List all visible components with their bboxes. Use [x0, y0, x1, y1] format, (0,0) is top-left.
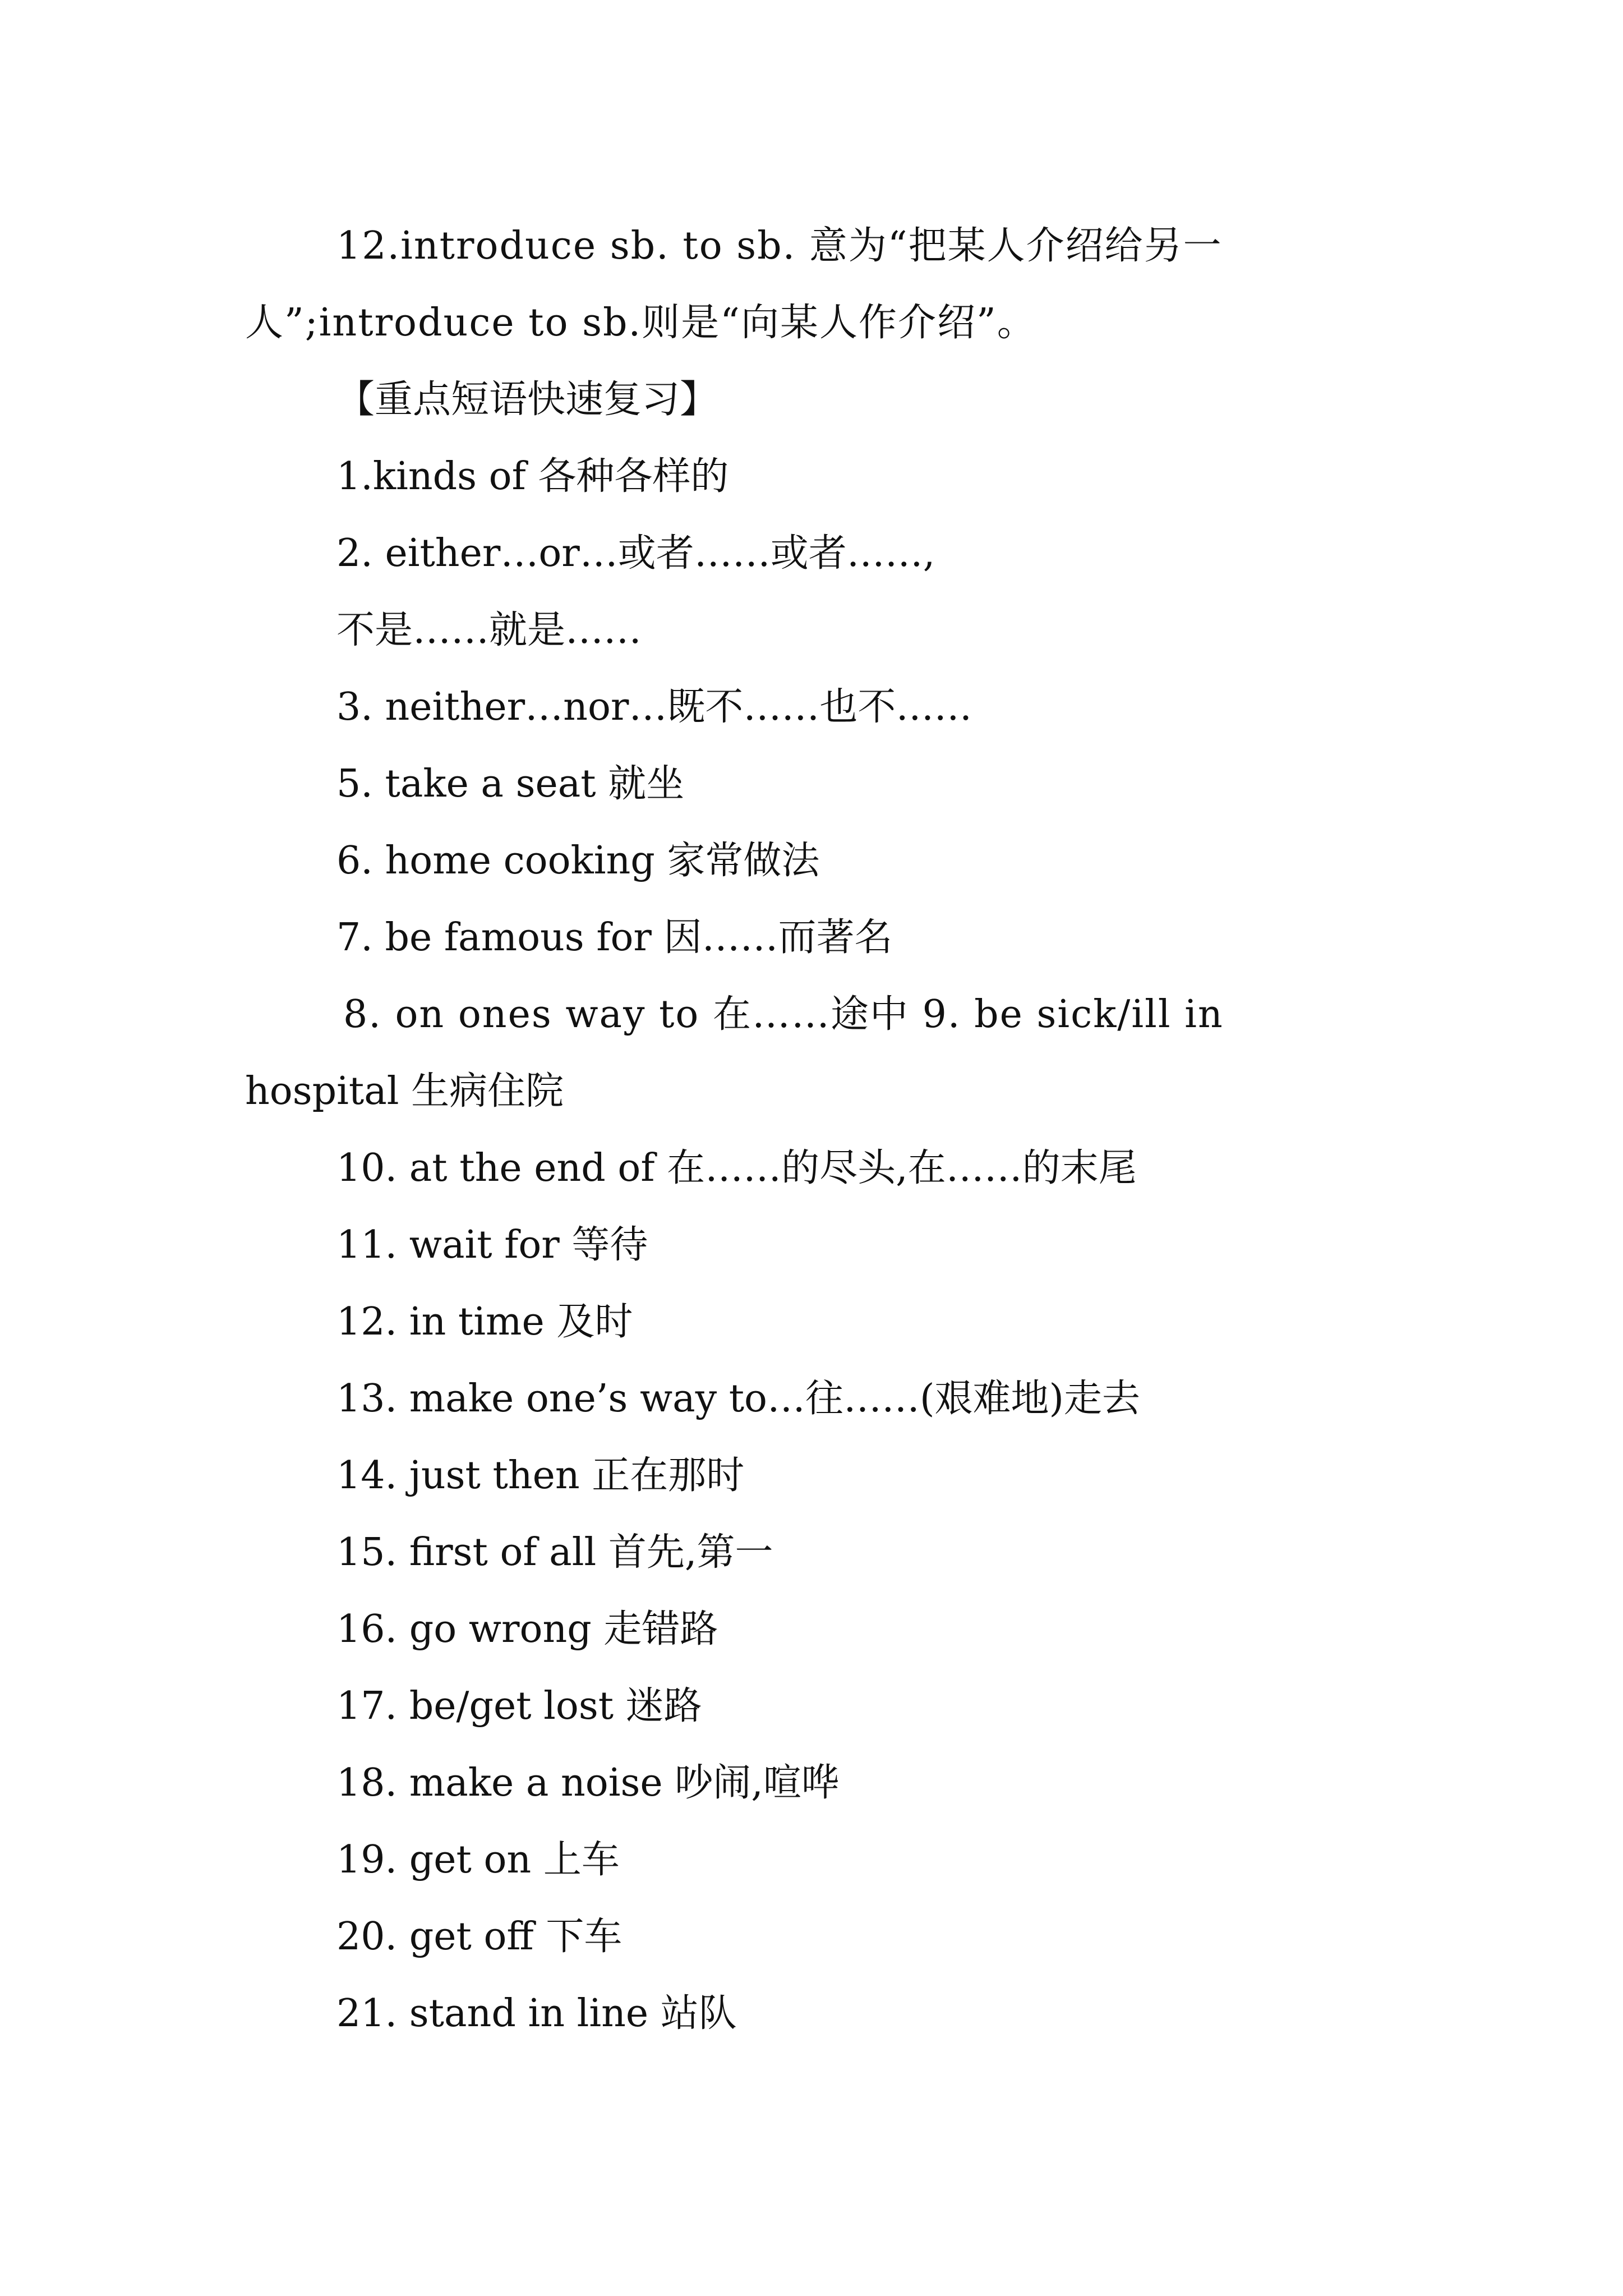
phrase-item: 5. take a seat 就坐 [336, 762, 685, 806]
document-body [245, 208, 1389, 2052]
phrase-item: 10. at the end of 在……的尽头,在……的末尾 [336, 1146, 1137, 1190]
phrase-item: 12. in time 及时 [336, 1300, 633, 1344]
intro-line-2: 人”;introduce to sb.则是“向某人作介绍”。 [245, 301, 1036, 345]
phrase-item: 11. wait for 等待 [336, 1223, 648, 1267]
phrase-item: 6. home cooking 家常做法 [336, 839, 820, 883]
phrase-item: 7. be famous for 因……而著名 [336, 915, 893, 960]
phrase-item: 8. on ones way to 在……途中 9. be sick/ill in [343, 992, 1224, 1037]
phrase-item-continuation: 不是……就是…… [336, 608, 642, 652]
phrase-item-continuation: hospital 生病住院 [245, 1069, 564, 1114]
intro-line-1: 12.introduce sb. to sb. 意为“把某人介绍给另一 [336, 224, 1223, 268]
phrase-item: 15. first of all 首先,第一 [336, 1530, 773, 1575]
phrase-item: 3. neither…nor…既不……也不…… [336, 685, 972, 729]
phrase-item: 14. just then 正在那时 [336, 1453, 745, 1498]
phrase-item: 1.kinds of 各种各样的 [336, 454, 729, 499]
phrase-item: 2. either…or…或者……或者……, [336, 531, 935, 576]
phrase-item: 18. make a noise 吵闹,喧哗 [336, 1761, 840, 1805]
phrase-item: 19. get on 上车 [336, 1838, 620, 1882]
section-heading: 【重点短语快速复习】 [336, 378, 718, 422]
phrase-item: 17. be/get lost 迷路 [336, 1684, 702, 1728]
phrase-item: 16. go wrong 走错路 [336, 1607, 718, 1651]
phrase-item: 20. get off 下车 [336, 1915, 623, 1959]
phrase-item: 21. stand in line 站队 [336, 1991, 737, 2036]
phrase-item: 13. make one’s way to…往……(艰难地)走去 [336, 1377, 1141, 1421]
